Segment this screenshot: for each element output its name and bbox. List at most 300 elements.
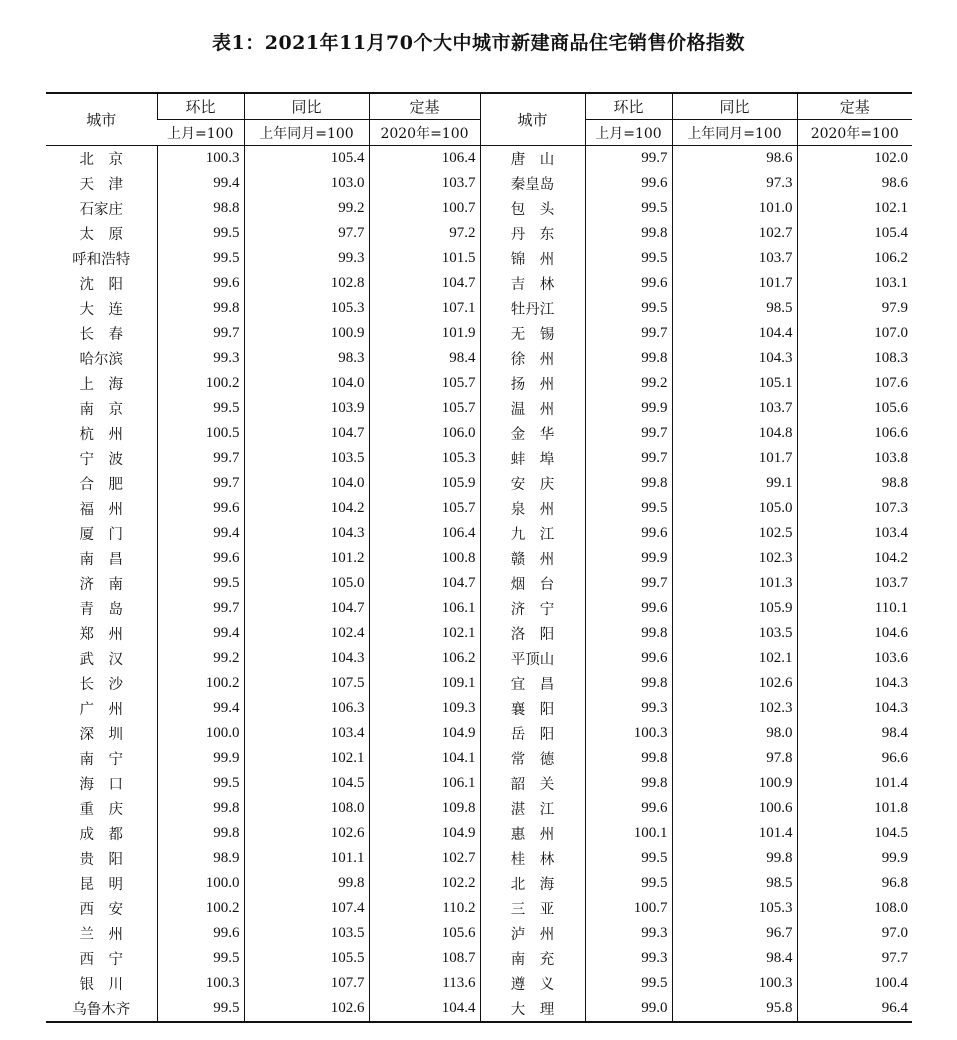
yoy-value-left: 104.7 xyxy=(244,421,369,446)
city-name-left: 西 宁 xyxy=(79,952,123,968)
base-value-left: 108.7 xyxy=(369,946,480,971)
city-name-left: 哈尔滨 xyxy=(79,352,123,368)
city-name-right: 北 海 xyxy=(480,871,585,896)
table-row xyxy=(46,446,912,471)
table-row xyxy=(46,396,912,421)
yoy-value-right: 100.9 xyxy=(672,771,797,796)
yoy-value-right: 104.3 xyxy=(672,346,797,371)
mom-value-left: 98.8 xyxy=(157,196,244,221)
mom-value-right: 99.3 xyxy=(585,921,672,946)
city-name-right: 赣 州 xyxy=(480,546,585,571)
yoy-value-left: 108.0 xyxy=(244,796,369,821)
base-value-right: 101.8 xyxy=(797,796,912,821)
header-base-sub-right: 2020年=100 xyxy=(797,120,912,146)
table-row xyxy=(46,746,912,771)
mom-value-right: 99.6 xyxy=(585,271,672,296)
city-name-right: 襄 阳 xyxy=(480,696,585,721)
mom-value-right: 99.3 xyxy=(585,696,672,721)
yoy-value-left: 105.5 xyxy=(244,946,369,971)
mom-value-left: 100.0 xyxy=(157,721,244,746)
base-value-right: 110.1 xyxy=(797,596,912,621)
table-row xyxy=(46,671,912,696)
mom-value-right: 99.8 xyxy=(585,771,672,796)
city-name-right: 吉 林 xyxy=(480,271,585,296)
base-value-left: 101.5 xyxy=(369,246,480,271)
base-value-left: 105.7 xyxy=(369,371,480,396)
base-value-left: 100.8 xyxy=(369,546,480,571)
base-value-left: 106.1 xyxy=(369,771,480,796)
city-name-right: 安 庆 xyxy=(480,471,585,496)
mom-value-left: 100.5 xyxy=(157,421,244,446)
base-value-left: 109.8 xyxy=(369,796,480,821)
yoy-value-left: 103.9 xyxy=(244,396,369,421)
yoy-value-left: 102.8 xyxy=(244,271,369,296)
city-name-left: 太 原 xyxy=(79,227,123,243)
table-row xyxy=(46,471,912,496)
table-row xyxy=(46,696,912,721)
base-value-left: 102.1 xyxy=(369,621,480,646)
mom-value-right: 99.8 xyxy=(585,621,672,646)
base-value-right: 106.6 xyxy=(797,421,912,446)
mom-value-left: 99.2 xyxy=(157,646,244,671)
header-row-top xyxy=(46,93,912,120)
yoy-value-left: 103.5 xyxy=(244,446,369,471)
city-name-left: 上 海 xyxy=(79,377,123,393)
city-name-right: 泉 州 xyxy=(480,496,585,521)
yoy-value-left: 104.0 xyxy=(244,471,369,496)
base-value-left: 97.2 xyxy=(369,221,480,246)
mom-value-right: 99.6 xyxy=(585,171,672,196)
table-row xyxy=(46,721,912,746)
base-value-right: 96.4 xyxy=(797,996,912,1022)
base-value-left: 98.4 xyxy=(369,346,480,371)
base-value-right: 101.4 xyxy=(797,771,912,796)
yoy-value-right: 105.1 xyxy=(672,371,797,396)
header-base-sub-left: 2020年=100 xyxy=(369,120,480,146)
base-value-left: 113.6 xyxy=(369,971,480,996)
table-row xyxy=(46,371,912,396)
city-name-left: 天 津 xyxy=(79,177,123,193)
base-value-right: 104.3 xyxy=(797,671,912,696)
yoy-value-left: 101.1 xyxy=(244,846,369,871)
base-value-left: 102.7 xyxy=(369,846,480,871)
mom-value-right: 99.8 xyxy=(585,346,672,371)
table-row xyxy=(46,346,912,371)
city-name-right: 唐 山 xyxy=(480,146,585,172)
yoy-value-right: 96.7 xyxy=(672,921,797,946)
city-name-left: 南 京 xyxy=(79,402,123,418)
table-row xyxy=(46,171,912,196)
mom-value-right: 99.7 xyxy=(585,421,672,446)
base-value-right: 105.6 xyxy=(797,396,912,421)
mom-value-right: 99.8 xyxy=(585,471,672,496)
yoy-value-left: 104.2 xyxy=(244,496,369,521)
city-name-right: 洛 阳 xyxy=(480,621,585,646)
base-value-right: 105.4 xyxy=(797,221,912,246)
mom-value-left: 99.5 xyxy=(157,771,244,796)
city-name-left: 沈 阳 xyxy=(79,277,123,293)
table-row xyxy=(46,271,912,296)
yoy-value-left: 103.5 xyxy=(244,921,369,946)
yoy-value-left: 98.3 xyxy=(244,346,369,371)
yoy-value-left: 99.3 xyxy=(244,246,369,271)
mom-value-left: 99.9 xyxy=(157,746,244,771)
city-name-right: 无 锡 xyxy=(480,321,585,346)
table-body xyxy=(46,146,912,1023)
base-value-left: 102.2 xyxy=(369,871,480,896)
base-value-right: 107.6 xyxy=(797,371,912,396)
base-value-left: 103.7 xyxy=(369,171,480,196)
yoy-value-right: 99.8 xyxy=(672,846,797,871)
mom-value-left: 100.2 xyxy=(157,896,244,921)
mom-value-right: 99.8 xyxy=(585,746,672,771)
mom-value-left: 99.4 xyxy=(157,696,244,721)
yoy-value-left: 104.7 xyxy=(244,596,369,621)
header-yoy-right: 同比 xyxy=(672,93,797,120)
yoy-value-right: 100.3 xyxy=(672,971,797,996)
base-value-right: 104.3 xyxy=(797,696,912,721)
mom-value-left: 99.7 xyxy=(157,596,244,621)
city-name-left: 海 口 xyxy=(79,777,123,793)
table-row xyxy=(46,821,912,846)
yoy-value-right: 97.8 xyxy=(672,746,797,771)
table-row xyxy=(46,146,912,172)
city-name-right: 湛 江 xyxy=(480,796,585,821)
base-value-right: 108.3 xyxy=(797,346,912,371)
city-name-right: 徐 州 xyxy=(480,346,585,371)
yoy-value-left: 105.3 xyxy=(244,296,369,321)
base-value-left: 106.0 xyxy=(369,421,480,446)
city-name-right: 烟 台 xyxy=(480,571,585,596)
table-row xyxy=(46,196,912,221)
yoy-value-right: 101.3 xyxy=(672,571,797,596)
mom-value-right: 99.5 xyxy=(585,196,672,221)
yoy-value-right: 104.4 xyxy=(672,321,797,346)
base-value-left: 106.4 xyxy=(369,146,480,172)
base-value-left: 109.1 xyxy=(369,671,480,696)
header-mom-sub-left: 上月=100 xyxy=(157,120,244,146)
city-name-left: 兰 州 xyxy=(79,927,123,943)
city-name-right: 遵 义 xyxy=(480,971,585,996)
mom-value-right: 100.3 xyxy=(585,721,672,746)
base-value-left: 109.3 xyxy=(369,696,480,721)
city-name-right: 宜 昌 xyxy=(480,671,585,696)
table-row xyxy=(46,896,912,921)
mom-value-left: 99.8 xyxy=(157,296,244,321)
header-base-right: 定基 xyxy=(797,93,912,120)
mom-value-right: 99.5 xyxy=(585,246,672,271)
base-value-left: 104.1 xyxy=(369,746,480,771)
header-yoy-left: 同比 xyxy=(244,93,369,120)
base-value-right: 104.2 xyxy=(797,546,912,571)
city-name-right: 温 州 xyxy=(480,396,585,421)
base-value-right: 104.6 xyxy=(797,621,912,646)
mom-value-right: 99.6 xyxy=(585,521,672,546)
yoy-value-right: 98.6 xyxy=(672,146,797,172)
base-value-left: 105.9 xyxy=(369,471,480,496)
city-name-right: 金 华 xyxy=(480,421,585,446)
table-row xyxy=(46,546,912,571)
yoy-value-left: 103.0 xyxy=(244,171,369,196)
yoy-value-right: 103.7 xyxy=(672,396,797,421)
table-row xyxy=(46,921,912,946)
table-row xyxy=(46,221,912,246)
base-value-left: 105.6 xyxy=(369,921,480,946)
mom-value-right: 99.7 xyxy=(585,321,672,346)
city-name-left: 乌鲁木齐 xyxy=(46,996,157,1022)
table-row xyxy=(46,321,912,346)
yoy-value-right: 98.5 xyxy=(672,296,797,321)
city-name-left: 长 春 xyxy=(79,327,123,343)
city-name-left: 大 连 xyxy=(79,302,123,318)
yoy-value-right: 104.8 xyxy=(672,421,797,446)
yoy-value-right: 102.3 xyxy=(672,546,797,571)
base-value-right: 107.0 xyxy=(797,321,912,346)
city-name-left: 呼和浩特 xyxy=(72,252,131,268)
base-value-left: 101.9 xyxy=(369,321,480,346)
table-row xyxy=(46,646,912,671)
yoy-value-right: 103.5 xyxy=(672,621,797,646)
yoy-value-left: 102.4 xyxy=(244,621,369,646)
city-name-right: 常 德 xyxy=(480,746,585,771)
mom-value-left: 99.6 xyxy=(157,921,244,946)
city-name-left: 广 州 xyxy=(79,702,123,718)
mom-value-left: 99.5 xyxy=(157,946,244,971)
city-name-right: 牡丹江 xyxy=(480,296,585,321)
city-name-left: 厦 门 xyxy=(79,527,123,543)
mom-value-right: 99.5 xyxy=(585,496,672,521)
mom-value-left: 99.3 xyxy=(157,346,244,371)
city-name-left: 杭 州 xyxy=(79,427,123,443)
base-value-left: 100.7 xyxy=(369,196,480,221)
city-name-right: 秦皇岛 xyxy=(480,171,585,196)
base-value-right: 104.5 xyxy=(797,821,912,846)
table-row xyxy=(46,771,912,796)
mom-value-right: 99.9 xyxy=(585,546,672,571)
city-name-right: 大 理 xyxy=(480,996,585,1022)
yoy-value-right: 101.7 xyxy=(672,446,797,471)
yoy-value-right: 98.0 xyxy=(672,721,797,746)
mom-value-left: 100.3 xyxy=(157,971,244,996)
city-name-left: 郑 州 xyxy=(79,627,123,643)
city-name-right: 扬 州 xyxy=(480,371,585,396)
yoy-value-left: 104.0 xyxy=(244,371,369,396)
city-name-left: 西 安 xyxy=(79,902,123,918)
yoy-value-right: 98.4 xyxy=(672,946,797,971)
table-row xyxy=(46,571,912,596)
mom-value-right: 100.1 xyxy=(585,821,672,846)
city-name-right: 三 亚 xyxy=(480,896,585,921)
city-name-left: 深 圳 xyxy=(79,727,123,743)
city-name-right: 包 头 xyxy=(480,196,585,221)
base-value-right: 98.8 xyxy=(797,471,912,496)
mom-value-right: 99.5 xyxy=(585,846,672,871)
base-value-right: 96.8 xyxy=(797,871,912,896)
base-value-left: 107.1 xyxy=(369,296,480,321)
table-row xyxy=(46,296,912,321)
base-value-right: 106.2 xyxy=(797,246,912,271)
base-value-left: 104.7 xyxy=(369,571,480,596)
yoy-value-right: 105.9 xyxy=(672,596,797,621)
base-value-left: 110.2 xyxy=(369,896,480,921)
mom-value-left: 98.9 xyxy=(157,846,244,871)
table-row xyxy=(46,521,912,546)
yoy-value-left: 104.5 xyxy=(244,771,369,796)
yoy-value-left: 102.1 xyxy=(244,746,369,771)
base-value-right: 103.4 xyxy=(797,521,912,546)
mom-value-right: 99.5 xyxy=(585,871,672,896)
header-yoy-sub-right: 上年同月=100 xyxy=(672,120,797,146)
yoy-value-right: 101.0 xyxy=(672,196,797,221)
city-name-right: 桂 林 xyxy=(480,846,585,871)
table-title: 表1：2021年11月70个大中城市新建商品住宅销售价格指数 xyxy=(212,32,745,54)
yoy-value-left: 107.5 xyxy=(244,671,369,696)
table-row xyxy=(46,596,912,621)
city-name-left: 重 庆 xyxy=(79,802,123,818)
mom-value-left: 99.6 xyxy=(157,496,244,521)
mom-value-left: 100.2 xyxy=(157,671,244,696)
header-base-left: 定基 xyxy=(369,93,480,120)
yoy-value-right: 99.1 xyxy=(672,471,797,496)
city-name-left: 济 南 xyxy=(79,577,123,593)
mom-value-left: 99.7 xyxy=(157,321,244,346)
header-city-left: 城市 xyxy=(46,93,157,146)
mom-value-left: 99.4 xyxy=(157,171,244,196)
yoy-value-left: 99.8 xyxy=(244,871,369,896)
header-mom-left: 环比 xyxy=(157,93,244,120)
mom-value-right: 99.7 xyxy=(585,446,672,471)
header-row-sub xyxy=(46,120,912,146)
mom-value-right: 99.6 xyxy=(585,796,672,821)
mom-value-left: 99.8 xyxy=(157,796,244,821)
city-name-left: 青 岛 xyxy=(79,602,123,618)
yoy-value-right: 98.5 xyxy=(672,871,797,896)
yoy-value-right: 102.7 xyxy=(672,221,797,246)
mom-value-right: 99.6 xyxy=(585,646,672,671)
yoy-value-left: 106.3 xyxy=(244,696,369,721)
yoy-value-left: 103.4 xyxy=(244,721,369,746)
yoy-value-right: 101.7 xyxy=(672,271,797,296)
base-value-right: 96.6 xyxy=(797,746,912,771)
table-row xyxy=(46,971,912,996)
base-value-right: 107.3 xyxy=(797,496,912,521)
base-value-left: 106.1 xyxy=(369,596,480,621)
city-name-left: 合 肥 xyxy=(79,477,123,493)
base-value-right: 103.1 xyxy=(797,271,912,296)
yoy-value-left: 101.2 xyxy=(244,546,369,571)
header-yoy-sub-left: 上年同月=100 xyxy=(244,120,369,146)
city-name-right: 蚌 埠 xyxy=(480,446,585,471)
city-name-right: 岳 阳 xyxy=(480,721,585,746)
yoy-value-right: 102.3 xyxy=(672,696,797,721)
mom-value-left: 99.7 xyxy=(157,446,244,471)
yoy-value-left: 105.4 xyxy=(244,146,369,172)
mom-value-right: 99.7 xyxy=(585,146,672,172)
base-value-right: 98.4 xyxy=(797,721,912,746)
city-name-left: 银 川 xyxy=(79,977,123,993)
table-row xyxy=(46,246,912,271)
yoy-value-left: 107.7 xyxy=(244,971,369,996)
table-row xyxy=(46,496,912,521)
city-name-right: 济 宁 xyxy=(480,596,585,621)
yoy-value-right: 97.3 xyxy=(672,171,797,196)
mom-value-left: 99.5 xyxy=(157,396,244,421)
city-name-right: 韶 关 xyxy=(480,771,585,796)
mom-value-left: 99.6 xyxy=(157,271,244,296)
city-name-left: 南 昌 xyxy=(79,552,123,568)
header-mom-right: 环比 xyxy=(585,93,672,120)
mom-value-left: 100.0 xyxy=(157,871,244,896)
mom-value-right: 99.5 xyxy=(585,296,672,321)
base-value-right: 103.7 xyxy=(797,571,912,596)
yoy-value-right: 100.6 xyxy=(672,796,797,821)
city-name-left: 北 京 xyxy=(79,152,123,168)
mom-value-left: 99.4 xyxy=(157,521,244,546)
city-name-left: 昆 明 xyxy=(79,877,123,893)
city-name-right: 泸 州 xyxy=(480,921,585,946)
base-value-left: 104.9 xyxy=(369,821,480,846)
city-name-left: 贵 阳 xyxy=(79,852,123,868)
mom-value-left: 99.4 xyxy=(157,621,244,646)
base-value-right: 97.7 xyxy=(797,946,912,971)
yoy-value-left: 105.0 xyxy=(244,571,369,596)
base-value-left: 104.7 xyxy=(369,271,480,296)
base-value-right: 97.0 xyxy=(797,921,912,946)
city-name-right: 九 江 xyxy=(480,521,585,546)
yoy-value-left: 104.3 xyxy=(244,646,369,671)
base-value-right: 103.6 xyxy=(797,646,912,671)
city-name-left: 南 宁 xyxy=(79,752,123,768)
yoy-value-right: 102.1 xyxy=(672,646,797,671)
base-value-left: 104.4 xyxy=(369,996,480,1022)
mom-value-right: 99.6 xyxy=(585,596,672,621)
mom-value-right: 100.7 xyxy=(585,896,672,921)
price-index-table xyxy=(46,92,912,1023)
yoy-value-right: 102.5 xyxy=(672,521,797,546)
city-name-left: 长 沙 xyxy=(79,677,123,693)
city-name-left: 宁 波 xyxy=(79,452,123,468)
table-row xyxy=(46,621,912,646)
table-row xyxy=(46,996,912,1022)
mom-value-left: 99.5 xyxy=(157,246,244,271)
mom-value-left: 99.5 xyxy=(157,221,244,246)
mom-value-right: 99.8 xyxy=(585,671,672,696)
base-value-left: 105.7 xyxy=(369,396,480,421)
yoy-value-right: 105.3 xyxy=(672,896,797,921)
mom-value-right: 99.7 xyxy=(585,571,672,596)
mom-value-left: 99.5 xyxy=(157,571,244,596)
base-value-right: 97.9 xyxy=(797,296,912,321)
base-value-right: 102.1 xyxy=(797,196,912,221)
mom-value-right: 99.0 xyxy=(585,996,672,1022)
base-value-left: 105.7 xyxy=(369,496,480,521)
mom-value-left: 99.5 xyxy=(157,996,244,1022)
yoy-value-left: 102.6 xyxy=(244,821,369,846)
base-value-right: 98.6 xyxy=(797,171,912,196)
yoy-value-left: 102.6 xyxy=(244,996,369,1022)
table-row xyxy=(46,946,912,971)
yoy-value-right: 101.4 xyxy=(672,821,797,846)
yoy-value-right: 105.0 xyxy=(672,496,797,521)
mom-value-left: 100.2 xyxy=(157,371,244,396)
base-value-right: 108.0 xyxy=(797,896,912,921)
city-name-left: 成 都 xyxy=(79,827,123,843)
yoy-value-right: 102.6 xyxy=(672,671,797,696)
table-row xyxy=(46,846,912,871)
city-name-right: 南 充 xyxy=(480,946,585,971)
city-name-right: 锦 州 xyxy=(480,246,585,271)
base-value-right: 100.4 xyxy=(797,971,912,996)
